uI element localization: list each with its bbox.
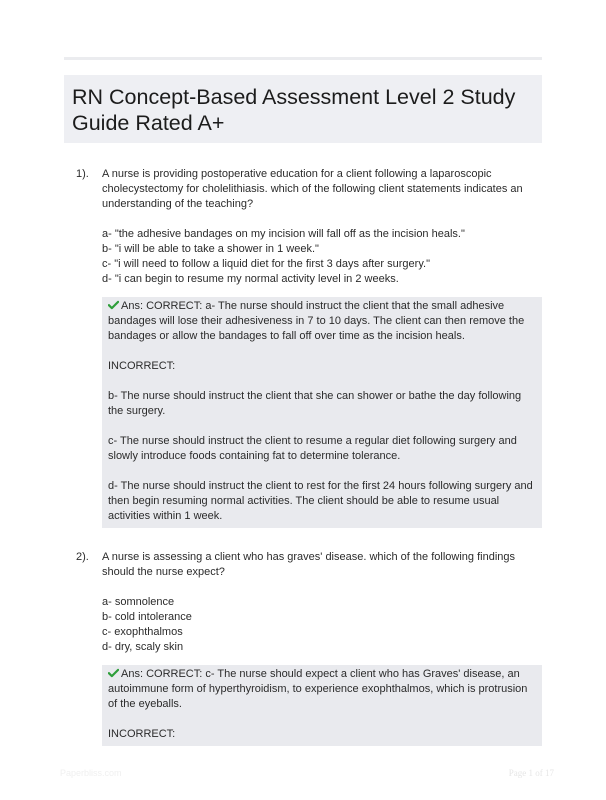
- option-a: a- somnolence: [102, 596, 175, 608]
- answer-box: [102, 297, 542, 528]
- option-c: c- "i will need to follow a liquid diet for the first 3 days after surgery.": [102, 258, 430, 270]
- option-b: b- "i will be able to take a shower in 1 week.": [102, 243, 319, 255]
- answer-incorrect-heading: INCORRECT:: [108, 728, 176, 740]
- option-d: d- dry, scaly skin: [102, 641, 184, 653]
- answer-correct-text: Ans: CORRECT: a- The nurse should instruct the client that the small adhesive bandages will lose their adhesiveness in 7 to 10 days. The client can then remove the bandages or allow the bandages to fall off over time as the incision heals.: [108, 300, 525, 342]
- option-d: d- "i can begin to resume my normal activity level in 2 weeks.: [102, 273, 399, 285]
- checkmark-icon: [108, 668, 119, 678]
- option-a: a- "the adhesive bandages on my incision will fall off as the incision heals.": [102, 228, 465, 240]
- footer-page-number: Page 1 of 17: [508, 768, 554, 778]
- answer-correct-text: Ans: CORRECT: c- The nurse should expect a client who has Graves' disease, an autoimmune form of hyperthyroidism, to experience exophthalmos, which is protrusion of the eyeballs.: [108, 668, 528, 710]
- answer-explanation-d: d- The nurse should instruct the client to rest for the first 24 hours following surgery and then begin resuming normal activities. The client should be able to resume usual activities within 1 week.: [108, 480, 533, 522]
- answer-explanation-c: c- The nurse should instruct the client to resume a regular diet following surgery and slowly introduce foods containing fat to determine tolerance.: [108, 435, 517, 462]
- answer-box: [102, 665, 542, 746]
- option-b: b- cold intolerance: [102, 611, 192, 623]
- question-number: 2).: [76, 551, 89, 563]
- answer-explanation-b: b- The nurse should instruct the client that she can shower or bathe the day following the surgery.: [108, 390, 522, 417]
- document-title: RN Concept-Based Assessment Level 2 Study Guide Rated A+: [72, 85, 516, 135]
- question-number: 1).: [76, 168, 89, 180]
- answer-correct: [108, 299, 536, 344]
- option-c: c- exophthalmos: [102, 626, 183, 638]
- option-list: [102, 595, 542, 655]
- question-stem: A nurse is providing postoperative education for a client following a laparoscopic cholecystectomy for cholelithiasis. which of the following client statements indicates an understanding of the teaching?: [102, 168, 523, 210]
- question-body: [102, 550, 542, 746]
- title-banner: [64, 75, 542, 143]
- answer-incorrect-heading: INCORRECT:: [108, 360, 176, 372]
- option-list: [102, 227, 542, 287]
- question-stem: A nurse is assessing a client who has graves' disease. which of the following findings should the nurse expect?: [102, 551, 515, 578]
- header-divider: [64, 57, 542, 60]
- checkmark-icon: [108, 300, 119, 310]
- answer-correct: [108, 667, 536, 712]
- footer-site-watermark: Paperbliss.com: [60, 768, 122, 778]
- question-body: [102, 167, 542, 528]
